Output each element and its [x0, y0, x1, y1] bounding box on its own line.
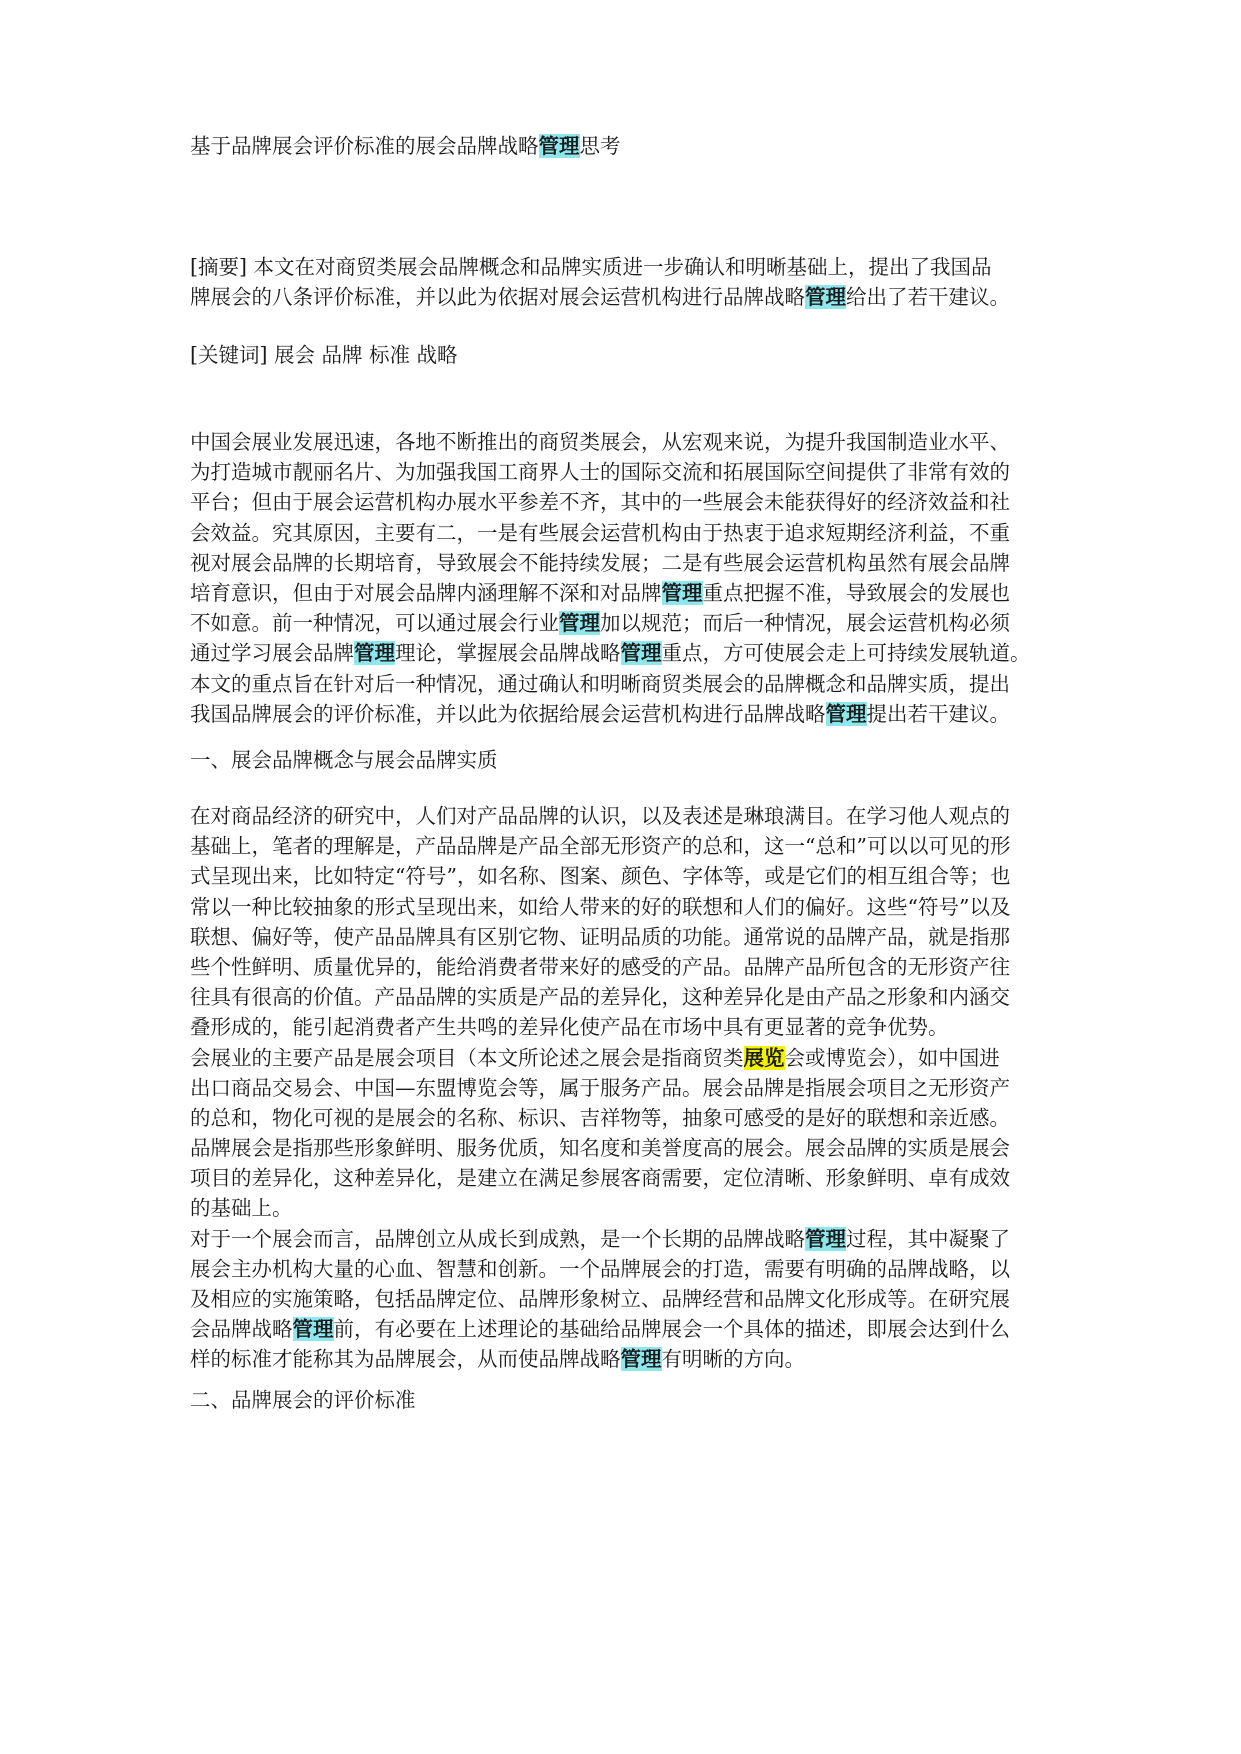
text-line — [190, 638, 1060, 668]
document-title — [190, 131, 1060, 161]
text-line — [190, 1284, 1060, 1314]
text-segment: 基于品牌展会评价标准的展会品牌战略 — [190, 134, 539, 158]
text-segment: 提出若干建议。 — [866, 701, 1010, 726]
highlighted-term: 管理 — [559, 611, 600, 636]
abstract-paragraph — [190, 252, 1060, 312]
text-segment: 牌展会的八条评价标准，并以此为依据对展会运营机构进行品牌战略 — [190, 285, 805, 310]
text-line — [190, 457, 1060, 487]
text-line — [190, 608, 1060, 638]
text-line — [190, 699, 1060, 729]
text-line — [190, 1344, 1060, 1374]
keywords-line — [190, 340, 1060, 370]
text-segment: 思考 — [579, 134, 621, 158]
text-segment: 二、品牌展会的评价标准 — [190, 1388, 416, 1412]
text-line — [190, 669, 1060, 699]
text-line — [190, 487, 1060, 517]
text-segment: 出口商品交易会、中国—东盟博览会等，属于服务产品。展会品牌是指展会项目之无形资产 — [190, 1075, 1010, 1100]
highlighted-term: 管理 — [805, 285, 846, 310]
text-segment: 会或博览会），如中国进 — [784, 1045, 1000, 1070]
text-segment: [摘要] 本文在对商贸类展会品牌概念和品牌实质进一步确认和明晰基础上，提出了我国品 — [190, 255, 992, 279]
text-line — [190, 131, 1060, 161]
text-line — [190, 252, 1060, 282]
text-line — [190, 1193, 1060, 1223]
text-segment: 有明晰的方向。 — [661, 1347, 805, 1372]
text-segment: 为打造城市靓丽名片、为加强我国工商界人士的国际交流和拓展国际空间提供了非常有效的 — [190, 460, 1010, 485]
text-segment: 样的标准才能称其为品牌展会，从而使品牌战略 — [190, 1347, 621, 1372]
text-segment: 会效益。究其原因，主要有二，一是有些展会运营机构由于热衷于追求短期经济利益，不重 — [190, 520, 1010, 545]
text-line — [190, 831, 1060, 861]
text-line — [190, 427, 1060, 457]
intro-paragraph — [190, 427, 1060, 729]
text-segment: 会品牌战略 — [190, 1317, 293, 1342]
text-segment: 前，有必要在上述理论的基础给品牌展会一个具体的描述，即展会达到什么 — [333, 1317, 1010, 1342]
text-line — [190, 1163, 1060, 1193]
text-line — [190, 892, 1060, 922]
highlighted-term: 管理 — [805, 1226, 846, 1251]
text-segment: 通过学习展会品牌 — [190, 641, 354, 666]
section-2-heading — [190, 1385, 1060, 1415]
text-line — [190, 1043, 1060, 1073]
text-segment: 重点把握不准，导致展会的发展也 — [702, 580, 1010, 605]
text-segment: 的总和，物化可视的是展会的名称、标识、吉祥物等，抽象可感受的是好的联想和亲近感。 — [190, 1105, 1010, 1130]
text-segment: 展会主办机构大量的心血、智慧和创新。一个品牌展会的打造，需要有明确的品牌战略，以 — [190, 1256, 1010, 1281]
text-segment: 平台；但由于展会运营机构办展水平参差不齐，其中的一些展会未能获得好的经济效益和社 — [190, 490, 1010, 515]
text-line — [190, 518, 1060, 548]
text-line — [190, 1385, 1060, 1415]
text-segment: 加以规范；而后一种情况，展会运营机构必须 — [600, 611, 1010, 636]
text-line — [190, 922, 1060, 952]
highlighted-term: 管理 — [292, 1317, 334, 1342]
text-line — [190, 340, 1060, 370]
highlighted-term: 管理 — [825, 701, 867, 726]
text-segment: 过程，其中凝聚了 — [846, 1226, 1010, 1251]
section-1-body — [190, 801, 1060, 1375]
highlighted-term: 管理 — [538, 134, 580, 158]
text-line — [190, 952, 1060, 982]
text-line — [190, 982, 1060, 1012]
text-segment: 我国品牌展会的评价标准，并以此为依据给展会运营机构进行品牌战略 — [190, 701, 826, 726]
text-line — [190, 745, 1060, 775]
text-segment: 式呈现出来，比如特定“符号”，如名称、图案、颜色、字体等，或是它们的相互组合等；也 — [190, 864, 1011, 889]
text-line — [190, 1133, 1060, 1163]
text-segment: 培育意识，但由于对展会品牌内涵理解不深和对品牌 — [190, 580, 662, 605]
text-segment: 基础上，笔者的理解是，产品品牌是产品全部无形资产的总和，这一“总和”可以以可见的形 — [190, 834, 1011, 859]
text-segment: 常以一种比较抽象的形式呈现出来，如给人带来的好的联想和人们的偏好。这些“符号”以及 — [190, 894, 1011, 919]
text-segment: 及相应的实施策略，包括品牌定位、品牌形象树立、品牌经营和品牌文化形成等。在研究展 — [190, 1287, 1010, 1311]
highlighted-term: 管理 — [620, 1347, 662, 1372]
text-segment: 会展业的主要产品是展会项目（本文所论述之展会是指商贸类 — [190, 1045, 744, 1070]
text-segment: 往具有很高的价值。产品品牌的实质是产品的差异化，这种差异化是由产品之形象和内涵交 — [190, 985, 1010, 1010]
text-line — [190, 861, 1060, 891]
text-line — [190, 282, 1060, 312]
text-segment: 在对商品经济的研究中，人们对产品品牌的认识，以及表述是琳琅满目。在学习他人观点的 — [190, 804, 1010, 828]
text-segment: 本文的重点旨在针对后一种情况，通过确认和明晰商贸类展会的品牌概念和品牌实质，提出 — [190, 671, 1010, 696]
text-segment: 不如意。前一种情况，可以通过展会行业 — [190, 611, 559, 636]
text-line — [190, 578, 1060, 608]
highlighted-term: 管理 — [620, 641, 662, 666]
text-line — [190, 1103, 1060, 1133]
text-segment: 给出了若干建议。 — [846, 285, 1010, 310]
highlighted-term: 展览 — [743, 1045, 785, 1070]
text-segment: [关键词] 展会 品牌 标准 战略 — [190, 343, 458, 367]
text-segment: 理论，掌握展会品牌战略 — [395, 641, 621, 666]
text-segment: 联想、偏好等，使产品品牌具有区别它物、证明品质的功能。通常说的品牌产品，就是指那 — [190, 924, 1010, 949]
text-segment: 叠形成的，能引起消费者产生共鸣的差异化使产品在市场中具有更显著的竞争优势。 — [190, 1015, 949, 1040]
text-line — [190, 1254, 1060, 1284]
text-segment: 项目的差异化，这种差异化，是建立在满足参展客商需要，定位清晰、形象鲜明、卓有成效 — [190, 1166, 1010, 1191]
highlighted-term: 管理 — [661, 580, 703, 605]
text-segment: 的基础上。 — [190, 1196, 293, 1221]
text-line — [190, 548, 1060, 578]
highlighted-term: 管理 — [354, 641, 395, 666]
section-1-heading — [190, 745, 1060, 775]
text-line — [190, 1073, 1060, 1103]
text-segment: 中国会展业发展迅速，各地不断推出的商贸类展会，从宏观来说，为提升我国制造业水平、 — [190, 430, 1010, 454]
text-segment: 品牌展会是指那些形象鲜明、服务优质，知名度和美誉度高的展会。展会品牌的实质是展会 — [190, 1136, 1010, 1161]
text-line — [190, 1314, 1060, 1344]
text-segment: 对于一个展会而言，品牌创立从成长到成熟，是一个长期的品牌战略 — [190, 1226, 805, 1251]
text-line — [190, 1012, 1060, 1042]
text-segment: 重点，方可使展会走上可持续发展轨道。 — [661, 641, 1031, 666]
text-segment: 一、展会品牌概念与展会品牌实质 — [190, 748, 498, 772]
text-line — [190, 801, 1060, 831]
text-segment: 视对展会品牌的长期培育，导致展会不能持续发展；二是有些展会运营机构虽然有展会品牌 — [190, 550, 1010, 575]
text-line — [190, 1224, 1060, 1254]
text-segment: 些个性鲜明、质量优异的，能给消费者带来好的感受的产品。品牌产品所包含的无形资产往 — [190, 954, 1010, 979]
